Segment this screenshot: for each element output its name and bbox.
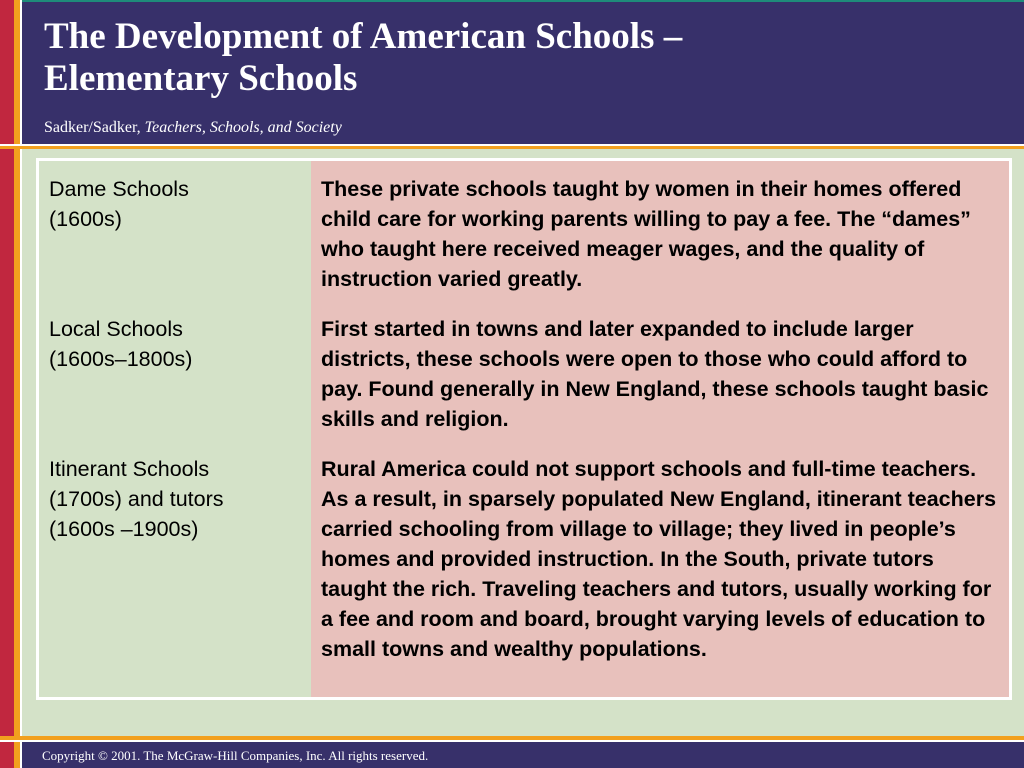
slide-footer <box>22 742 1024 768</box>
school-description-cell: These private schools taught by women in their homes offered child care for working parents willing to pay a fee. The “dames” who taught here received meager wages, and the quality of instruction varied greatly. <box>321 177 971 291</box>
copyright-notice: Copyright © 2001. The McGraw-Hill Companies, Inc. All rights reserved. <box>42 748 429 763</box>
school-type-name: Dame Schools <box>49 177 189 201</box>
header-divider-orange <box>0 146 1024 149</box>
school-type-period: (1600s–1800s) <box>49 347 193 371</box>
school-type-name: Local Schools <box>49 317 183 341</box>
school-type-cell <box>49 174 304 234</box>
school-type-period: (1700s) and tutors <box>49 487 224 511</box>
slide-header <box>22 0 1024 144</box>
left-red-stripe <box>0 0 14 768</box>
school-description-cell: Rural America could not support schools and full-time teachers. As a result, in sparsely populated New England, itinerant teachers carried schooling from village to village; they lived in people’s homes and provided instruction. In the South, private tutors taught the rich. Traveling teachers and tutors, usually working for a fee and room and board, brought varying levels of education to small towns and wealthy populations. <box>321 457 997 661</box>
subtitle-book-title: Teachers, Schools, and Society <box>144 119 342 136</box>
title-line-2: Elementary Schools <box>44 58 358 99</box>
school-type-name: Itinerant Schools <box>49 457 210 481</box>
slide-subtitle <box>44 118 342 138</box>
schools-table <box>36 158 1012 700</box>
title-line-1: The Development of American Schools – <box>44 16 683 57</box>
school-type-cell <box>49 454 304 544</box>
school-type-cell <box>49 314 304 374</box>
slide-title <box>44 16 944 100</box>
school-type-period-extra: (1600s –1900s) <box>49 517 199 541</box>
school-description-cell: First started in towns and later expanded to include larger districts, these schools were open to those who could afford to pay. Found generally in New England, these schools taught basic skills and religion. <box>321 317 989 431</box>
school-type-period: (1600s) <box>49 207 122 231</box>
term-column <box>39 161 311 697</box>
subtitle-authors: Sadker/Sadker, <box>44 119 145 136</box>
